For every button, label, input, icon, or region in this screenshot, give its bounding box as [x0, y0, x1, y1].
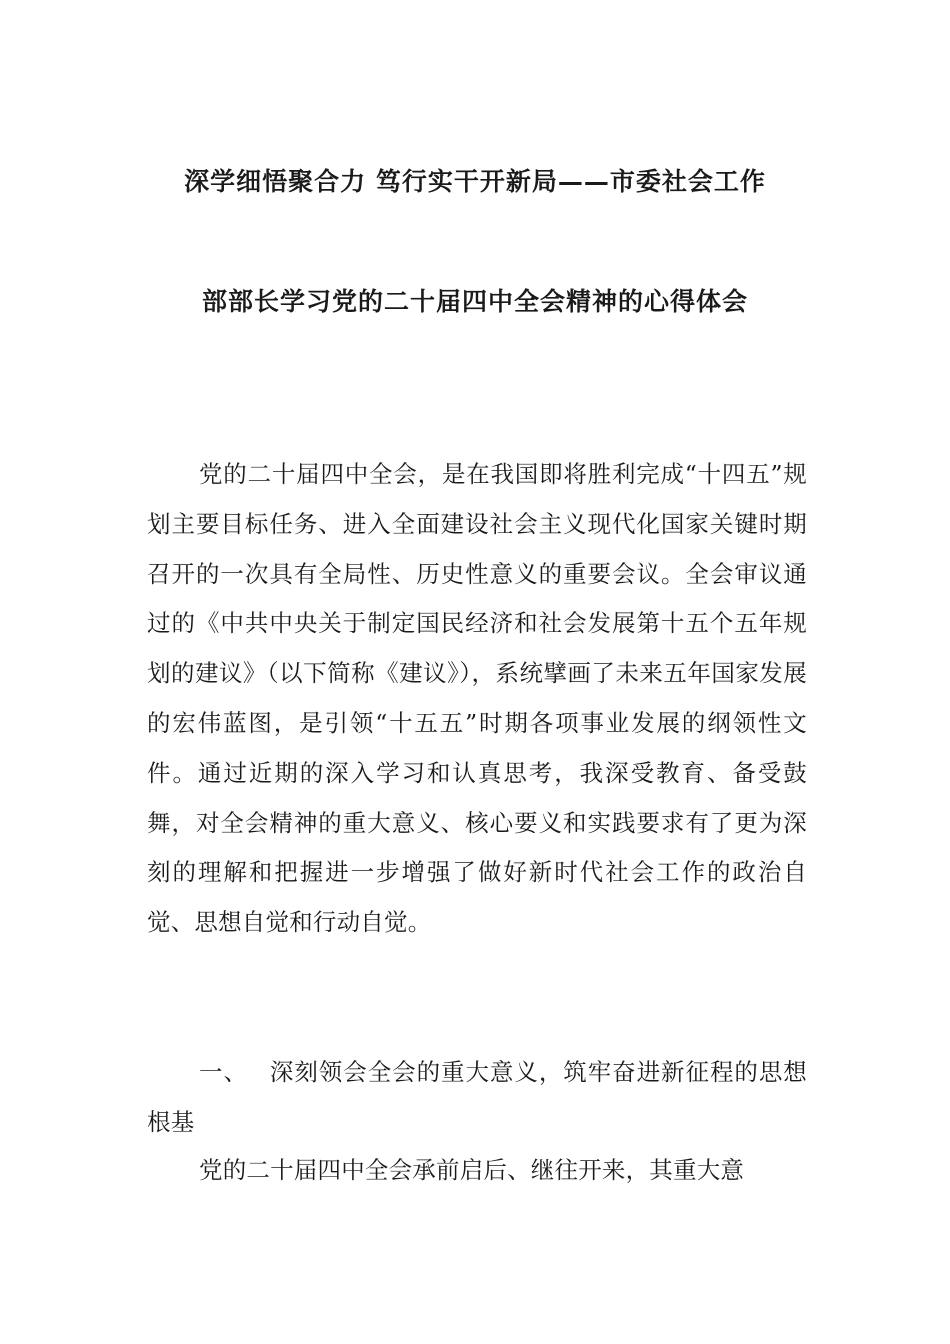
document-title-line-2: 部部长学习党的二十届四中全会精神的心得体会 [201, 287, 748, 316]
body-paragraph-continued: 党的二十届四中全会承前启后、继往开来，其重大意 [199, 1156, 745, 1184]
section-heading-text: 深刻领会全会的重大意义，筑牢奋进新征程的思想根基 [147, 1058, 807, 1136]
body-paragraph: 党的二十届四中全会，是在我国即将胜利完成“十四五”规划主要目标任务、进入全面建设社会主义现代化国家关键时期召开的一次具有全局性、历史性意义的重要会议。全会审议通过的《中共中央关于制定国民经济和社会发展第十五个五年规划的建议》（以下简称《建议》），系统擘画了未来五年国家发展的宏伟蓝图，是引领“十五五”时期各项事业发展的纲领性文件。通过近期的深入学习和认真思考，我深受教育、备受鼓舞，对全会精神的重大意义、核心要义和实践要求有了更为深刻的理解和把握进一步增强了做好新时代社会工作的政治自觉、思想自觉和行动自觉。 [147, 460, 807, 937]
section-number: 一、 [199, 1058, 248, 1086]
document-title-line-1: 深学细悟聚合力 笃行实干开新局——市委社会工作 [184, 167, 766, 196]
section-heading [147, 1048, 807, 1148]
